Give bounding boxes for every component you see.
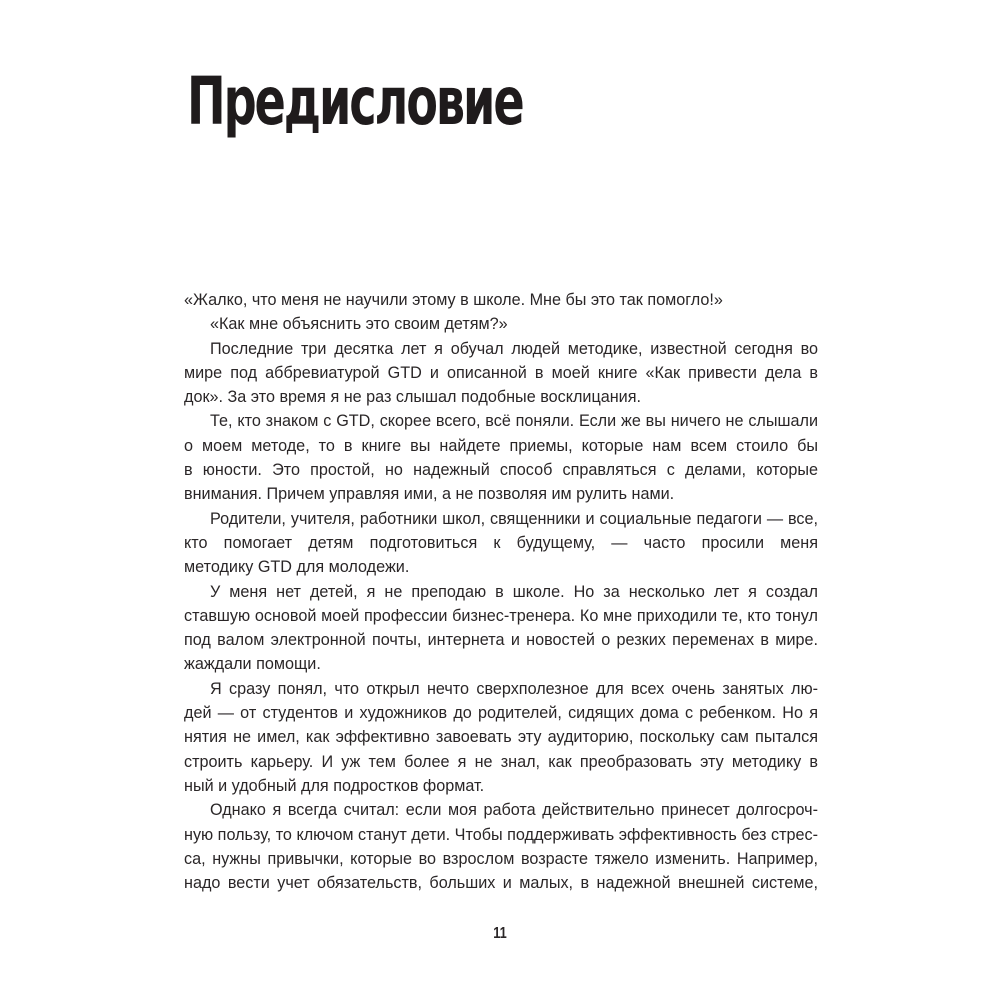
text-line: в юности. Это простой, но надежный способ справляться с делами, которые [184,461,818,480]
text-line: под валом электронной почты, интернета и новостей о резких переменах в мире. [184,631,818,650]
body-text [184,288,818,895]
text-line: кто помогает детям подготовиться к будущему, — часто просили меня [184,533,818,552]
text-line: У меня нет детей, я не преподаю в школе. Но за несколько лет я создал [210,582,818,601]
page-title: Предисловие [187,63,523,140]
text-line: Те, кто знаком с GTD, скорее всего, всё поняли. Если же вы ничего не слышали [210,412,818,431]
text-line: Однако я всегда считал: если моя работа действительно принесет долгосроч- [210,801,818,820]
text-line: «Жалко, что меня не научили этому в школе. Мне бы это так помогло!» [184,291,723,309]
text-line: надо вести учет обязательств, больших и малых, в надежной внешней системе, [184,874,818,893]
text-line: док». За это время я не раз слышал подобные восклицания. [184,388,641,407]
text-line: жаждали помощи. [184,655,321,674]
text-line: «Как мне объяснить это своим детям?» [210,315,508,334]
page-number: 11 [493,925,507,942]
text-line: ный и удобный для подростков формат. [184,776,485,795]
text-line: дей — от студентов и художников до родителей, сидящих дома с ребенком. Но я [184,704,818,723]
text-line: нятия не имел, как эффективно завоевать эту аудиторию, поскольку сам пытался [184,728,818,747]
text-line: строить карьеру. И уж тем более я не знал, как преобразовать эту методику в [184,752,818,771]
text-line: Я сразу понял, что открыл нечто сверхполезное для всех очень занятых лю- [210,679,818,698]
text-line: са, нужны привычки, которые во взрослом возрасте тяжело изменить. Например, [184,849,818,868]
text-line: Родители, учителя, работники школ, священники и социальные педагоги — все, [210,509,818,528]
text-line: мире под аббревиатурой GTD и описанной в моей книге «Как привести дела в [184,363,818,382]
text-line: методику GTD для молодежи. [184,558,410,577]
text-line: ставшую основой моей профессии бизнес-тренера. Ко мне приходили те, кто тонул [184,606,818,625]
text-line: внимания. Причем управляя ими, а не позволяя им рулить нами. [184,485,675,504]
text-line: о моем методе, то в книге вы найдете приемы, которые нам всем стоило бы [184,436,818,455]
text-line: Последние три десятка лет я обучал людей методике, известной сегодня во [210,339,818,358]
text-line: ную пользу, то ключом станут дети. Чтобы поддерживать эффективность без стрес- [184,825,818,844]
